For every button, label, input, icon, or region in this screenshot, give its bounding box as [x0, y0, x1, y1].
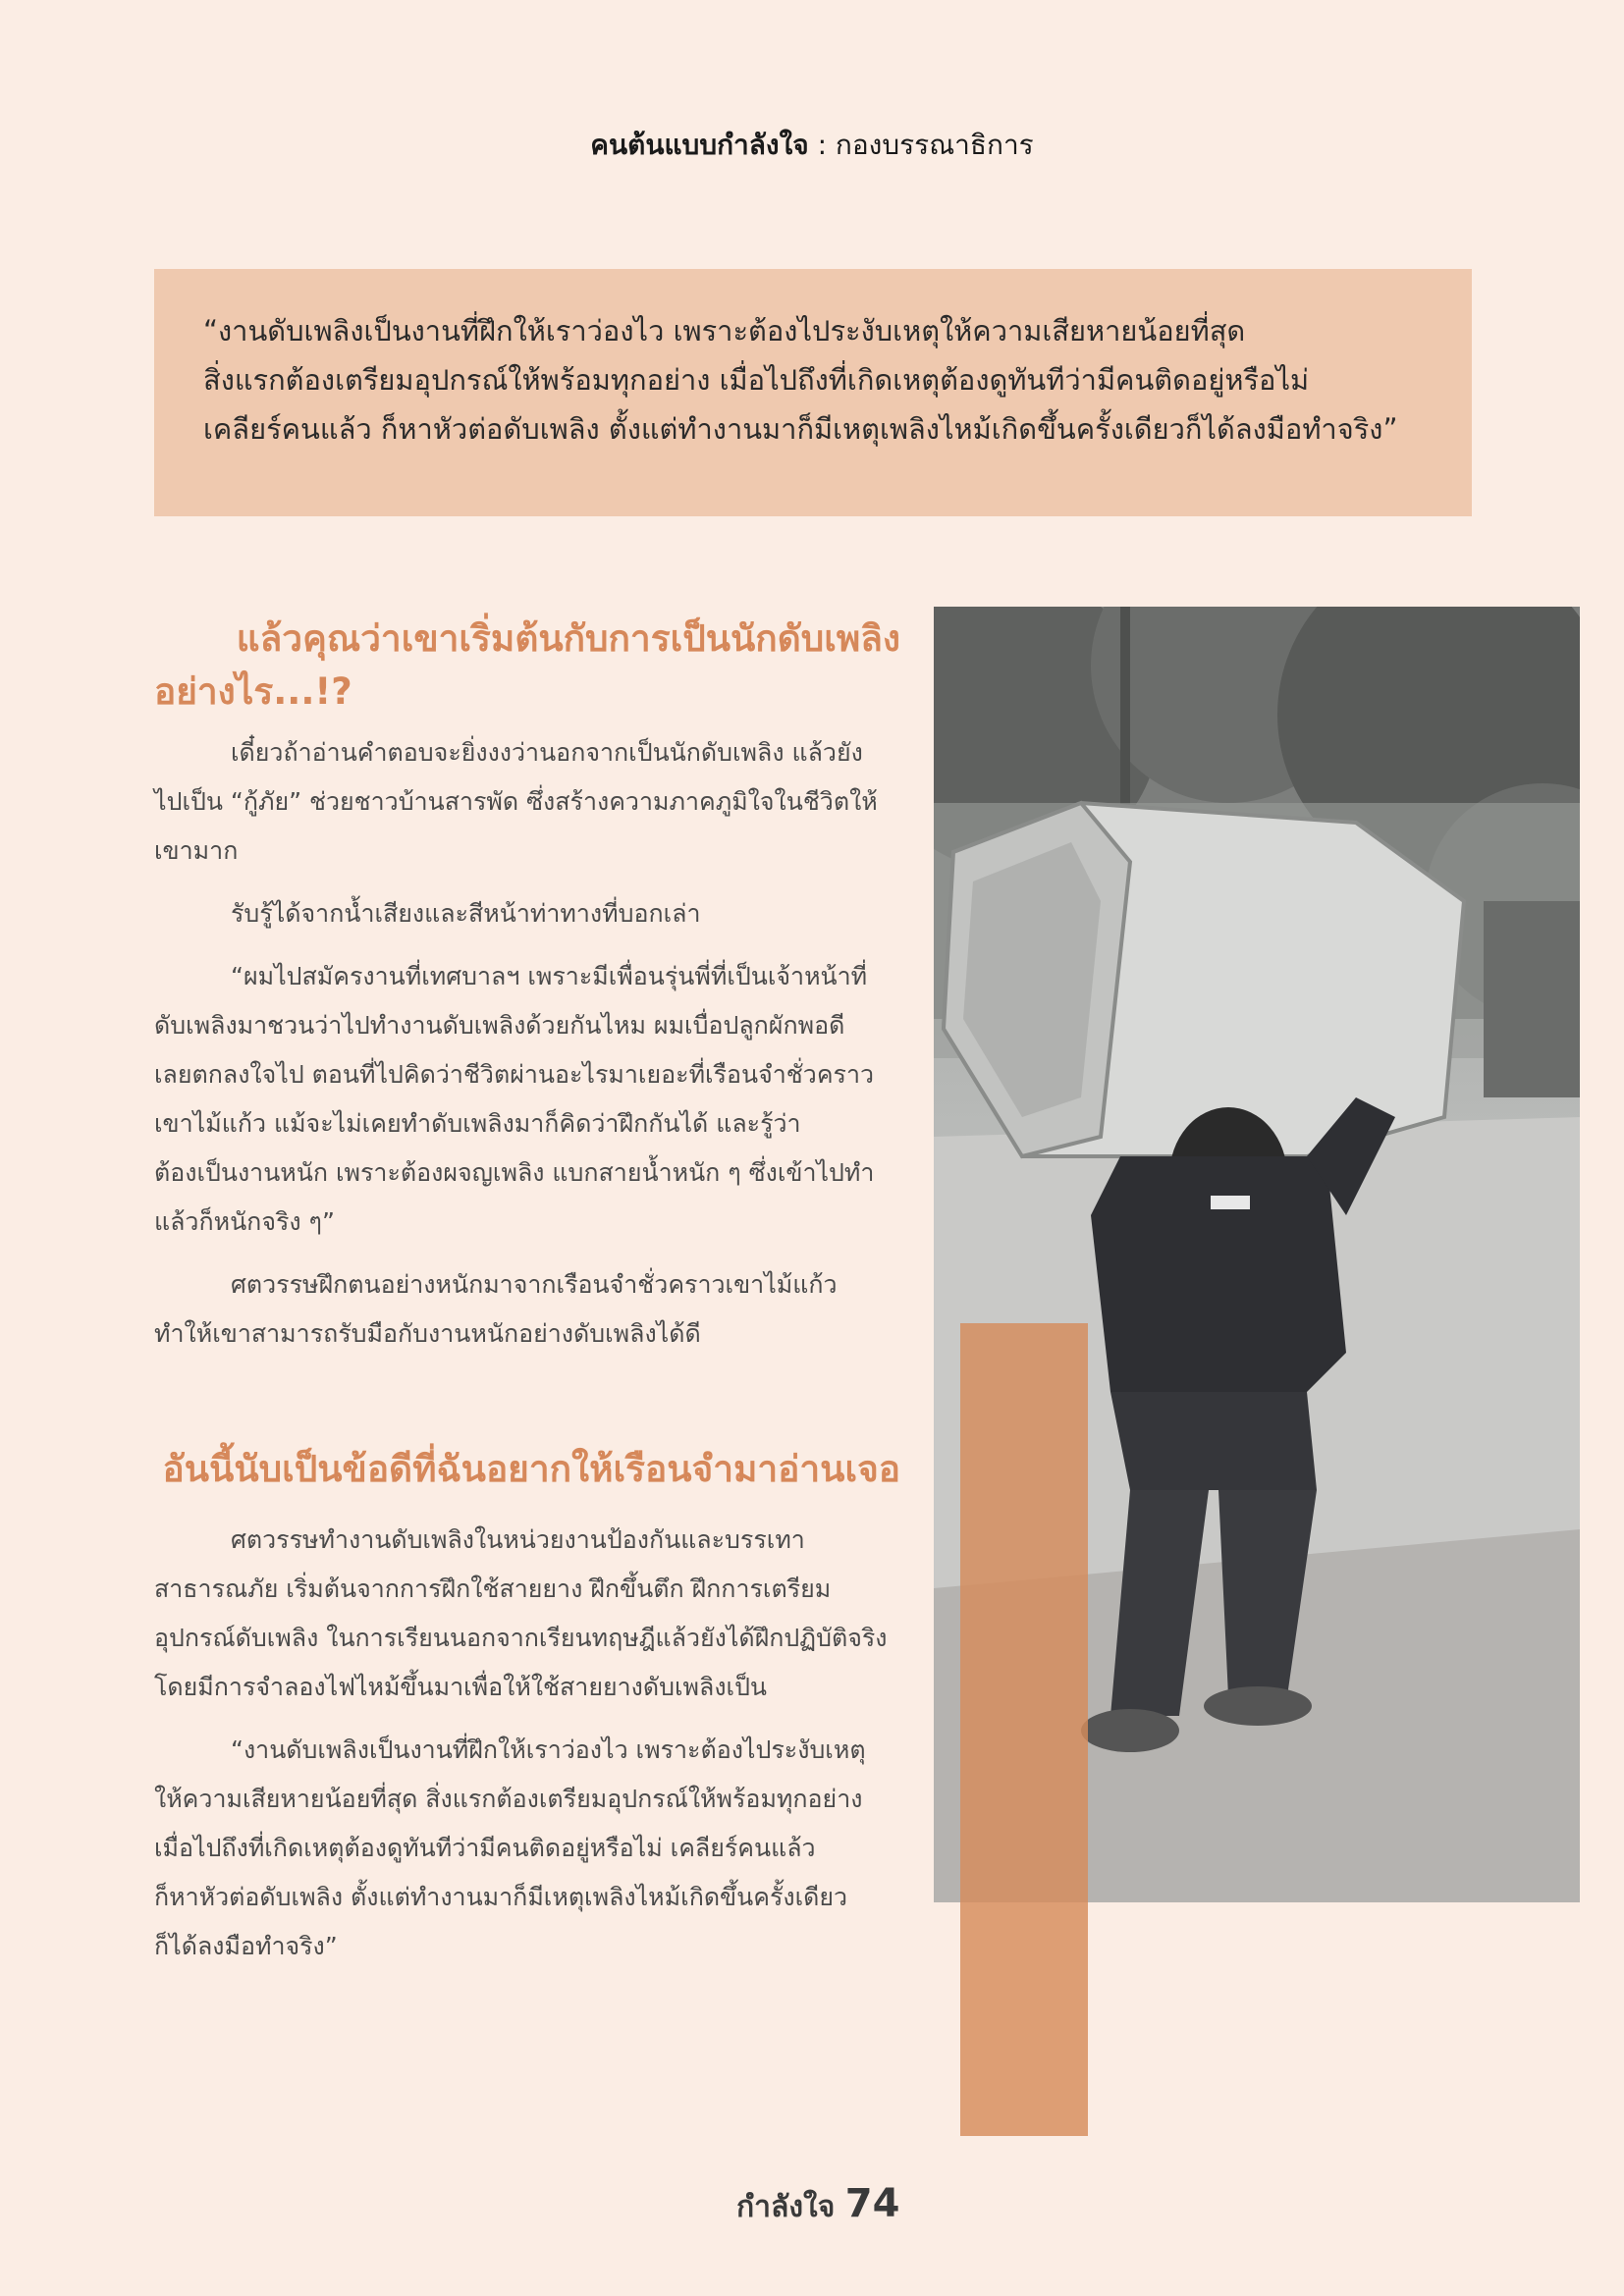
decorative-accent-bar: [960, 1323, 1088, 2136]
paragraph: [154, 1260, 891, 1359]
text-line: เดี๋ยวถ้าอ่านคำตอบจะยิ่งงงว่านอกจากเป็นนักดับเพลิง แล้วยัง: [231, 738, 863, 767]
text-line: เขามาก: [154, 836, 239, 865]
text-line: “ผมไปสมัครงานที่เทศบาลฯ เพราะมีเพื่อนรุ่นพี่ที่เป็นเจ้าหน้าที่: [231, 962, 868, 990]
text-line: ศตวรรษฝึกตนอย่างหนักมาจากเรือนจำชั่วคราวเขาไม้แก้ว: [231, 1270, 838, 1299]
header-separator: :: [808, 129, 836, 161]
text-line: เมื่อไปถึงที่เกิดเหตุต้องดูทันทีว่ามีคนติดอยู่หรือไม่ เคลียร์คนแล้ว: [154, 1834, 816, 1862]
text-line: เลยตกลงใจไป ตอนที่ไปคิดว่าชีวิตผ่านอะไรมาเยอะที่เรือนจำชั่วคราว: [154, 1060, 875, 1089]
paragraph: [154, 889, 891, 938]
text-line: ให้ความเสียหายน้อยที่สุด สิ่งแรกต้องเตรียมอุปกรณ์ให้พร้อมทุกอย่าง: [154, 1785, 863, 1813]
section1-heading-line1: แล้วคุณว่าเขาเริ่มต้นกับการเป็นนักดับเพลิง: [236, 617, 900, 660]
paragraph: [154, 952, 891, 1247]
text-line: ดับเพลิงมาชวนว่าไปทำงานดับเพลิงด้วยกันไหม ผมเบื่อปลูกผักพอดี: [154, 1011, 845, 1040]
section1-heading: [154, 613, 900, 719]
pull-quote-box: [154, 269, 1472, 516]
paragraph: [154, 1516, 891, 1712]
running-header: [0, 124, 1624, 167]
header-author: กองบรรณาธิการ: [835, 129, 1034, 161]
section1-body: [154, 728, 891, 1372]
footer-magazine-name: กำลังใจ: [736, 2190, 836, 2224]
section2-heading: [154, 1443, 900, 1496]
text-line: แล้วก็หนักจริง ๆ”: [154, 1207, 335, 1236]
text-line: อุปกรณ์ดับเพลิง ในการเรียนนอกจากเรียนทฤษฎีแล้วยังได้ฝึกปฏิบัติจริง: [154, 1624, 888, 1652]
paragraph: [154, 1726, 891, 1971]
text-line: โดยมีการจำลองไฟไหม้ขึ้นมาเพื่อให้ใช้สายยางดับเพลิงเป็น: [154, 1673, 768, 1701]
header-section: คนต้นแบบกำลังใจ: [590, 129, 809, 161]
text-line: ก็หาหัวต่อดับเพลิง ตั้งแต่ทำงานมาก็มีเหตุเพลิงไหม้เกิดขึ้นครั้งเดียว: [154, 1883, 848, 1911]
pull-quote-line: เคลียร์คนแล้ว ก็หาหัวต่อดับเพลิง ตั้งแต่ทำงานมาก็มีเหตุเพลิงไหม้เกิดขึ้นครั้งเดียวก็ได้ลงมือทำจริง”: [203, 412, 1398, 446]
page-number: 74: [844, 2181, 900, 2226]
section2-heading-text: อันนี้นับเป็นข้อดีที่ฉันอยากให้เรือนจำมาอ่านเจอ: [162, 1448, 900, 1490]
text-line: ก็ได้ลงมือทำจริง”: [154, 1932, 338, 1960]
text-line: สาธารณภัย เริ่มต้นจากการฝึกใช้สายยาง ฝึกขึ้นตึก ฝึกการเตรียม: [154, 1575, 832, 1603]
section2-body: [154, 1516, 891, 1985]
text-line: “งานดับเพลิงเป็นงานที่ฝึกให้เราว่องไว เพราะต้องไประงับเหตุ: [231, 1735, 866, 1764]
text-line: เขาไม้แก้ว แม้จะไม่เคยทำดับเพลิงมาก็คิดว่าฝึกกันได้ และรู้ว่า: [154, 1109, 801, 1138]
pull-quote-line: “งานดับเพลิงเป็นงานที่ฝึกให้เราว่องไว เพราะต้องไประงับเหตุให้ความเสียหายน้อยที่สุด: [203, 314, 1246, 347]
text-line: ไปเป็น “กู้ภัย” ช่วยชาวบ้านสารพัด ซึ่งสร้างความภาคภูมิใจในชีวิตให้: [154, 787, 878, 816]
pull-quote-line: สิ่งแรกต้องเตรียมอุปกรณ์ให้พร้อมทุกอย่าง เมื่อไปถึงที่เกิดเหตุต้องดูทันทีว่ามีคนติดอยู่หรือไม่: [203, 363, 1310, 397]
text-line: ศตวรรษทำงานดับเพลิงในหน่วยงานป้องกันและบรรเทา: [231, 1525, 805, 1554]
page-footer: [736, 2181, 899, 2230]
text-line: ต้องเป็นงานหนัก เพราะต้องผจญเพลิง แบกสายน้ำหนัก ๆ ซึ่งเข้าไปทำ: [154, 1158, 875, 1187]
text-line: รับรู้ได้จากน้ำเสียงและสีหน้าท่าทางที่บอกเล่า: [231, 899, 701, 928]
paragraph: [154, 728, 891, 876]
text-line: ทำให้เขาสามารถรับมือกับงานหนักอย่างดับเพลิงได้ดี: [154, 1319, 701, 1348]
section1-heading-line2: อย่างไร...!?: [154, 670, 352, 713]
